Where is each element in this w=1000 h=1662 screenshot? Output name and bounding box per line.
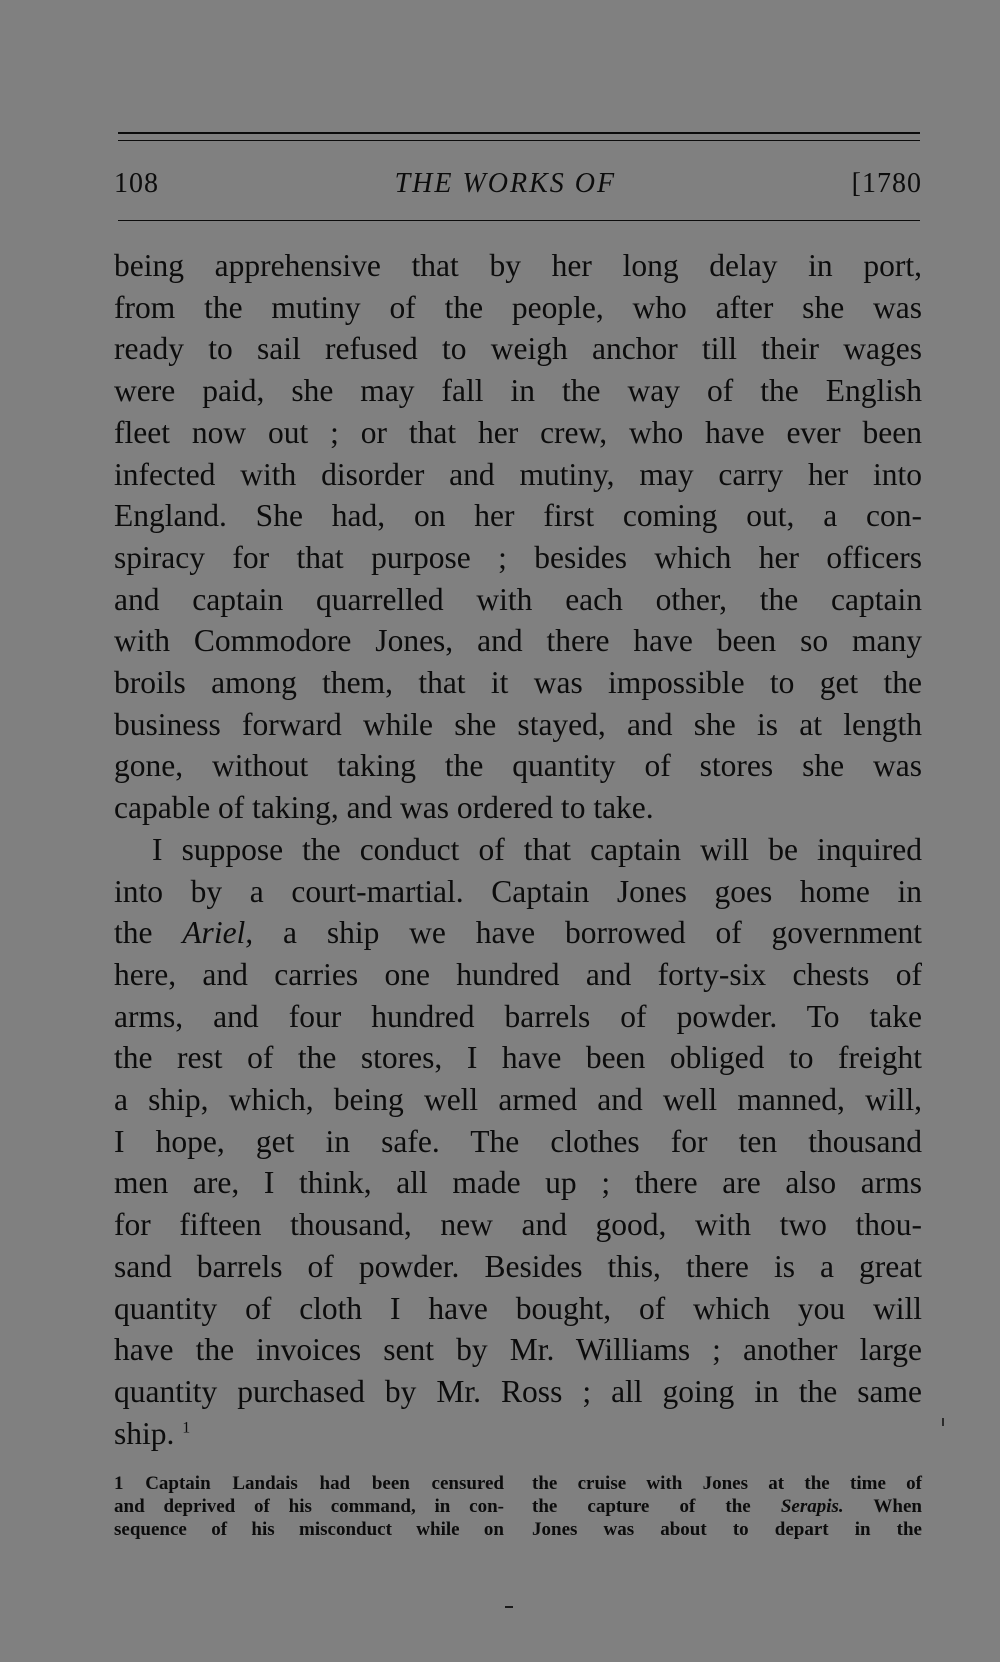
text-line: broils among them, that it was impossible to get the xyxy=(114,665,922,701)
footnote-line: sequence of his misconduct while on xyxy=(114,1519,504,1540)
running-title: THE WORKS OF xyxy=(394,168,617,199)
header-rule-bottom xyxy=(118,220,920,221)
page-foot-mark xyxy=(505,1606,513,1608)
header-rule-top xyxy=(118,132,920,134)
footnote-marker: 1 xyxy=(182,1419,191,1437)
paragraph-2 xyxy=(114,829,922,1455)
text-line: a ship, which, being well armed and well manned, will, xyxy=(114,1082,922,1118)
text-line: capable of taking, and was ordered to take. xyxy=(114,790,654,826)
text-line: here, and carries one hundred and forty-six chests of xyxy=(114,956,922,992)
text-line: sand barrels of powder. Besides this, there is a great xyxy=(114,1248,922,1284)
text-line: gone, without taking the quantity of stores she was xyxy=(114,748,922,784)
text-line: quantity of cloth I have bought, of which you will xyxy=(114,1290,922,1326)
footnote-column-right xyxy=(532,1472,922,1541)
text-line: being apprehensive that by her long delay in port, xyxy=(114,248,922,283)
footnote-line-with-italic xyxy=(532,1495,922,1518)
text-line: infected with disorder and mutiny, may carry her into xyxy=(114,456,922,492)
text-line: fleet now out ; or that her crew, who have ever been xyxy=(114,414,922,450)
text-line-last xyxy=(114,1413,922,1455)
text-line: into by a court-martial. Captain Jones goes home in xyxy=(114,873,922,909)
text-line: were paid, she may fall in the way of the English xyxy=(114,373,922,409)
text-fragment: the capture of the xyxy=(532,1496,751,1517)
text-line: with Commodore Jones, and there have been so many xyxy=(114,623,922,659)
page-number: 108 xyxy=(114,168,159,199)
text-line-with-italic xyxy=(114,912,922,954)
header-rule-top-thin xyxy=(118,140,920,141)
footnote-line: 1 Captain Landais had been censured xyxy=(114,1473,504,1494)
text-line: the rest of the stores, I have been obliged to freight xyxy=(114,1040,922,1076)
footnote-line: Jones was about to depart in the xyxy=(532,1519,922,1540)
text-line: men are, I think, all made up ; there are also arms xyxy=(114,1165,922,1201)
footnotes xyxy=(114,1472,922,1541)
footnote-column-left xyxy=(114,1472,504,1541)
text-fragment: When xyxy=(873,1496,922,1517)
text-line: business forward while she stayed, and she is at length xyxy=(114,706,922,742)
text-line: arms, and four hundred barrels of powder. To take xyxy=(114,998,922,1034)
paragraph-1 xyxy=(114,245,922,829)
text-line: for fifteen thousand, new and good, with two thou- xyxy=(114,1207,922,1243)
footnote-line: and deprived of his command, in con- xyxy=(114,1496,504,1517)
margin-mark xyxy=(942,1418,944,1426)
running-head xyxy=(114,168,922,212)
text-line-lead: I suppose the conduct of that captain will be inquired xyxy=(152,831,922,867)
text-line: from the mutiny of the people, who after she was xyxy=(114,289,922,325)
text-line: and captain quarrelled with each other, the captain xyxy=(114,581,922,617)
body-text xyxy=(114,245,922,1454)
text-fragment: the xyxy=(114,915,153,951)
text-line: quantity purchased by Mr. Ross ; all going in the same xyxy=(114,1373,922,1409)
text-line: ready to sail refused to weigh anchor till their wages xyxy=(114,331,922,367)
text-fragment: ship. xyxy=(114,1415,175,1451)
footnote-line: the cruise with Jones at the time of xyxy=(532,1473,922,1494)
running-year: [1780 xyxy=(851,168,922,199)
text-line: I hope, get in safe. The clothes for ten thousand xyxy=(114,1123,922,1159)
text-line xyxy=(114,829,922,871)
ship-name-ariel: Ariel, xyxy=(182,915,254,951)
ship-name-serapis: Serapis. xyxy=(780,1496,844,1517)
text-line: England. She had, on her first coming out, a con- xyxy=(114,498,922,534)
text-line: have the invoices sent by Mr. Williams ; another large xyxy=(114,1332,922,1368)
text-fragment: a ship we have borrowed of government xyxy=(283,915,923,951)
text-line: spiracy for that purpose ; besides which her officers xyxy=(114,539,922,575)
